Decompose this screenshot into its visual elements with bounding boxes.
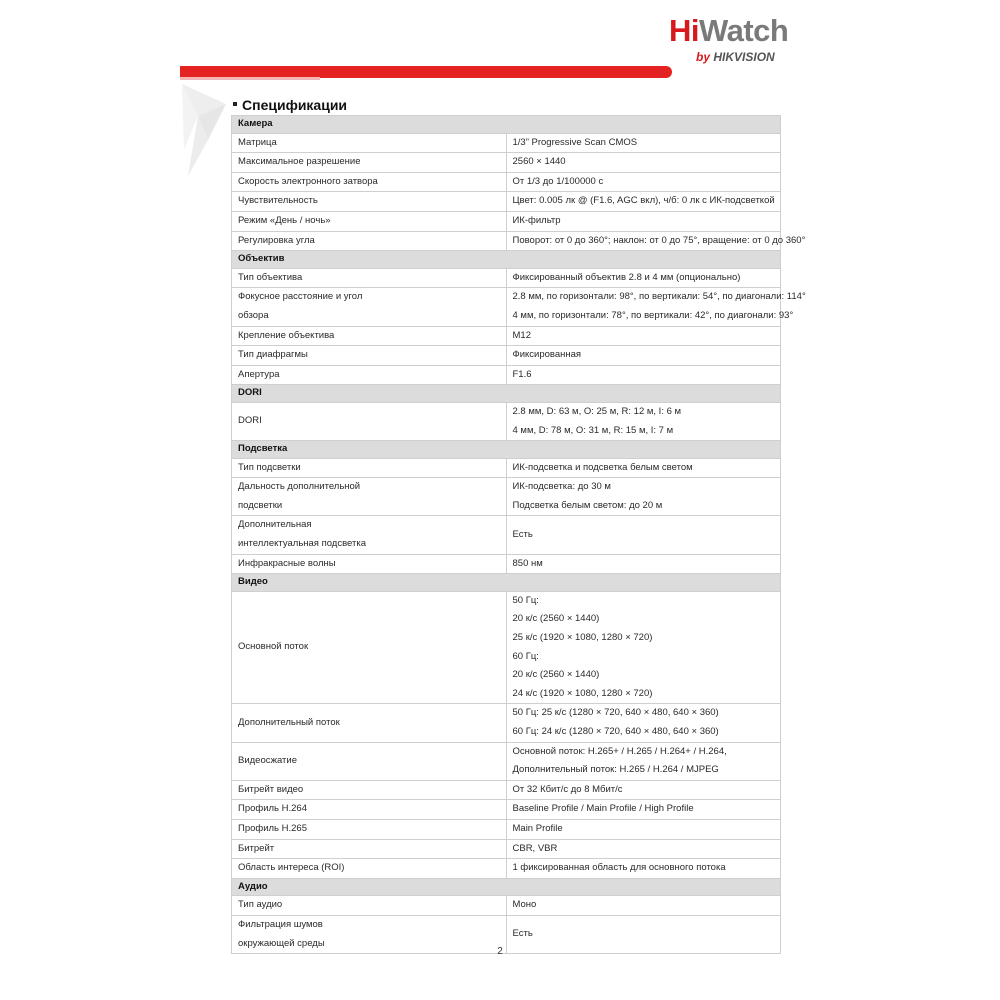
spec-label-line: Матрица: [238, 136, 277, 148]
header-accent-tail: [180, 77, 320, 80]
spec-value: [506, 231, 806, 251]
spec-value: [506, 458, 781, 478]
section-title: Подсветка: [232, 441, 781, 459]
spec-row: [232, 172, 781, 192]
spec-row: [232, 478, 781, 516]
spec-value: [506, 554, 781, 574]
page-number: 2: [497, 946, 503, 957]
spec-label-line: Тип объектива: [238, 271, 303, 283]
spec-value-line: Baseline Profile / Main Profile / High Profile: [512, 803, 694, 815]
spec-row: [232, 153, 781, 173]
spec-value-line: 60 Гц: 24 к/с (1280 × 720, 640 × 480, 640 × 360): [512, 726, 719, 737]
spec-value: [506, 288, 806, 326]
section-header: [232, 878, 781, 896]
spec-value-line: 50 Гц: 25 к/с (1280 × 720, 640 × 480, 640 × 360): [512, 707, 719, 719]
spec-label: [232, 133, 507, 153]
spec-label-line: Тип подсветки: [238, 461, 301, 473]
spec-label: [232, 591, 507, 704]
spec-label: [232, 402, 507, 440]
spec-row: [232, 896, 781, 916]
spec-value-line: 1/3” Progressive Scan CMOS: [512, 136, 638, 148]
spec-label-line: Чувствительность: [238, 195, 318, 207]
spec-value: [506, 211, 781, 231]
spec-value: [506, 704, 781, 742]
spec-value: [506, 153, 781, 173]
spec-label: [232, 896, 507, 916]
spec-label: [232, 153, 507, 173]
spec-label: [232, 800, 507, 820]
spec-label: [232, 819, 507, 839]
spec-label: [232, 516, 507, 554]
spec-label-line: интеллектуальная подсветка: [238, 538, 367, 550]
spec-label-line: DORI: [238, 415, 262, 427]
spec-label-line: окружающей среды: [238, 937, 325, 949]
spec-row: [232, 554, 781, 574]
spec-label-line: Крепление объектива: [238, 329, 335, 341]
spec-label: [232, 704, 507, 742]
section-title: Видео: [232, 574, 781, 592]
spec-label-line: Фильтрация шумов: [238, 918, 323, 930]
spec-row: [232, 591, 781, 704]
spec-value-line: Фиксированный объектив 2.8 и 4 мм (опционально): [512, 271, 741, 283]
spec-value: [506, 346, 781, 366]
spec-table: [231, 115, 806, 954]
spec-value: [506, 591, 781, 704]
spec-value-line: Поворот: от 0 до 360°; наклон: от 0 до 75°, вращение: от 0 до 360°: [512, 234, 806, 246]
spec-value-line: 850 нм: [512, 557, 543, 569]
spec-label: [232, 288, 507, 326]
spec-value-line: От 32 Кбит/с до 8 Мбит/с: [512, 783, 623, 795]
spec-value-line: F1.6: [512, 368, 532, 380]
spec-value: [506, 268, 781, 288]
spec-row: [232, 742, 781, 780]
spec-row: [232, 365, 781, 385]
page-title: Спецификации: [233, 97, 347, 113]
spec-value: [506, 516, 781, 554]
spec-row: [232, 231, 781, 251]
spec-value-line: Есть: [512, 528, 533, 540]
spec-label-line: Дополнительная: [238, 519, 312, 531]
section-title: Аудио: [232, 878, 781, 896]
spec-label: [232, 231, 507, 251]
spec-value: [506, 133, 781, 153]
spec-label-line: Область интереса (ROI): [238, 862, 345, 874]
spec-label-line: Инфракрасные волны: [238, 557, 336, 569]
hiwatch-logo: [669, 13, 799, 64]
spec-row: [232, 326, 781, 346]
spec-label: [232, 859, 507, 879]
spec-label: [232, 458, 507, 478]
spec-label-line: Профиль H.265: [238, 822, 308, 834]
spec-label: [232, 211, 507, 231]
spec-row: [232, 704, 781, 742]
spec-label: [232, 742, 507, 780]
section-header: [232, 116, 781, 134]
spec-label: [232, 839, 507, 859]
spec-label-line: подсветки: [238, 499, 283, 511]
spec-label-line: Видеосжатие: [238, 754, 297, 766]
spec-value-line: 2560 × 1440: [512, 156, 566, 168]
spec-label-line: Профиль H.264: [238, 803, 308, 815]
spec-value-line: 20 к/с (2560 × 1440): [512, 669, 600, 681]
spec-label-line: Апертура: [238, 368, 280, 380]
spec-value-line: 2.8 мм, D: 63 м, O: 25 м, R: 12 м, I: 6 м: [512, 405, 682, 417]
spec-row: [232, 516, 781, 554]
spec-label: [232, 326, 507, 346]
title-bullet: [233, 102, 237, 106]
spec-row: [232, 346, 781, 366]
logo-tagline: by HIKVISION: [696, 50, 775, 64]
spec-row: [232, 458, 781, 478]
spec-row: [232, 268, 781, 288]
spec-row: [232, 192, 781, 212]
spec-label: [232, 478, 507, 516]
spec-label-line: Скорость электронного затвора: [238, 175, 378, 187]
spec-label-line: Максимальное разрешение: [238, 156, 361, 168]
spec-value-line: 50 Гц:: [512, 594, 539, 606]
spec-label-line: Дополнительный поток: [238, 716, 340, 728]
spec-label-line: обзора: [238, 309, 269, 321]
spec-label-line: Режим «День / ночь»: [238, 214, 331, 226]
spec-value-line: CBR, VBR: [512, 842, 558, 854]
spec-value: [506, 819, 781, 839]
spec-label: [232, 780, 507, 800]
spec-value-line: 24 к/с (1920 × 1080, 1280 × 720): [512, 687, 653, 699]
section-header: [232, 385, 781, 403]
spec-label: [232, 172, 507, 192]
spec-value: [506, 839, 781, 859]
section-title: DORI: [232, 385, 781, 403]
spec-row: [232, 839, 781, 859]
spec-row: [232, 288, 781, 326]
spec-label-line: Тип диафрагмы: [238, 349, 308, 361]
spec-row: [232, 859, 781, 879]
spec-value: [506, 326, 781, 346]
spec-label: [232, 346, 507, 366]
spec-label: [232, 268, 507, 288]
spec-value: [506, 859, 781, 879]
spec-value-line: От 1/3 до 1/100000 с: [512, 175, 604, 187]
section-title: Объектив: [232, 251, 781, 269]
spec-label: [232, 365, 507, 385]
spec-label: [232, 192, 507, 212]
spec-value: [506, 800, 781, 820]
spec-label-line: Фокусное расстояние и угол: [238, 291, 363, 303]
spec-row: [232, 402, 781, 440]
spec-row: [232, 211, 781, 231]
spec-value: [506, 896, 781, 916]
spec-value-line: ИК-подсветка: до 30 м: [512, 481, 611, 493]
section-header: [232, 574, 781, 592]
spec-row: [232, 800, 781, 820]
section-header: [232, 251, 781, 269]
spec-row: [232, 133, 781, 153]
spec-value: [506, 402, 781, 440]
spec-row: [232, 819, 781, 839]
spec-value-line: 20 к/с (2560 × 1440): [512, 613, 600, 625]
spec-label: [232, 554, 507, 574]
section-header: [232, 441, 781, 459]
spec-value: [506, 172, 781, 192]
spec-value: [506, 742, 781, 780]
spec-value-line: 1 фиксированная область для основного потока: [512, 862, 726, 874]
spec-label-line: Регулировка угла: [238, 234, 315, 246]
spec-value: [506, 780, 781, 800]
spec-value: [506, 365, 781, 385]
spec-value-line: ИК-фильтр: [512, 214, 561, 226]
spec-value-line: 2.8 мм, по горизонтали: 98°, по вертикали: 54°, по диагонали: 114°: [512, 291, 806, 303]
spec-value-line: Моно: [512, 899, 537, 911]
spec-value-line: Фиксированная: [512, 349, 582, 361]
spec-label-line: Тип аудио: [238, 899, 283, 911]
spec-value-line: 4 мм, по горизонтали: 78°, по вертикали: 42°, по диагонали: 93°: [512, 309, 794, 321]
spec-value-line: M12: [512, 329, 531, 341]
logo-wordmark: HiWatch: [669, 13, 789, 48]
spec-value-line: 4 мм, D: 78 м, O: 31 м, R: 15 м, I: 7 м: [512, 424, 674, 436]
spec-value: [506, 192, 781, 212]
spec-label-line: Битрейт видео: [238, 783, 304, 795]
spec-row: [232, 780, 781, 800]
spec-value-line: 25 к/с (1920 × 1080, 1280 × 720): [512, 632, 653, 644]
spec-value: [506, 478, 781, 516]
spec-value-line: Дополнительный поток: H.265 / H.264 / MJPEG: [512, 764, 719, 776]
spec-value-line: Есть: [512, 928, 533, 940]
spec-value-line: 60 Гц:: [512, 650, 539, 662]
spec-label-line: Битрейт: [238, 842, 275, 854]
section-title: Камера: [232, 116, 781, 134]
spec-value-line: ИК-подсветка и подсветка белым светом: [512, 461, 693, 473]
spec-value-line: Подсветка белым светом: до 20 м: [512, 499, 663, 511]
spec-label-line: Основной поток: [238, 641, 309, 653]
spec-value-line: Main Profile: [512, 822, 563, 834]
spec-label-line: Дальность дополнительной: [238, 481, 361, 493]
spec-value-line: Основной поток: H.265+ / H.265 / H.264+ / H.264,: [512, 745, 727, 757]
spec-value-line: Цвет: 0.005 лк @ (F1.6, AGC вкл), ч/б: 0 лк с ИК-подсветкой: [512, 195, 775, 207]
